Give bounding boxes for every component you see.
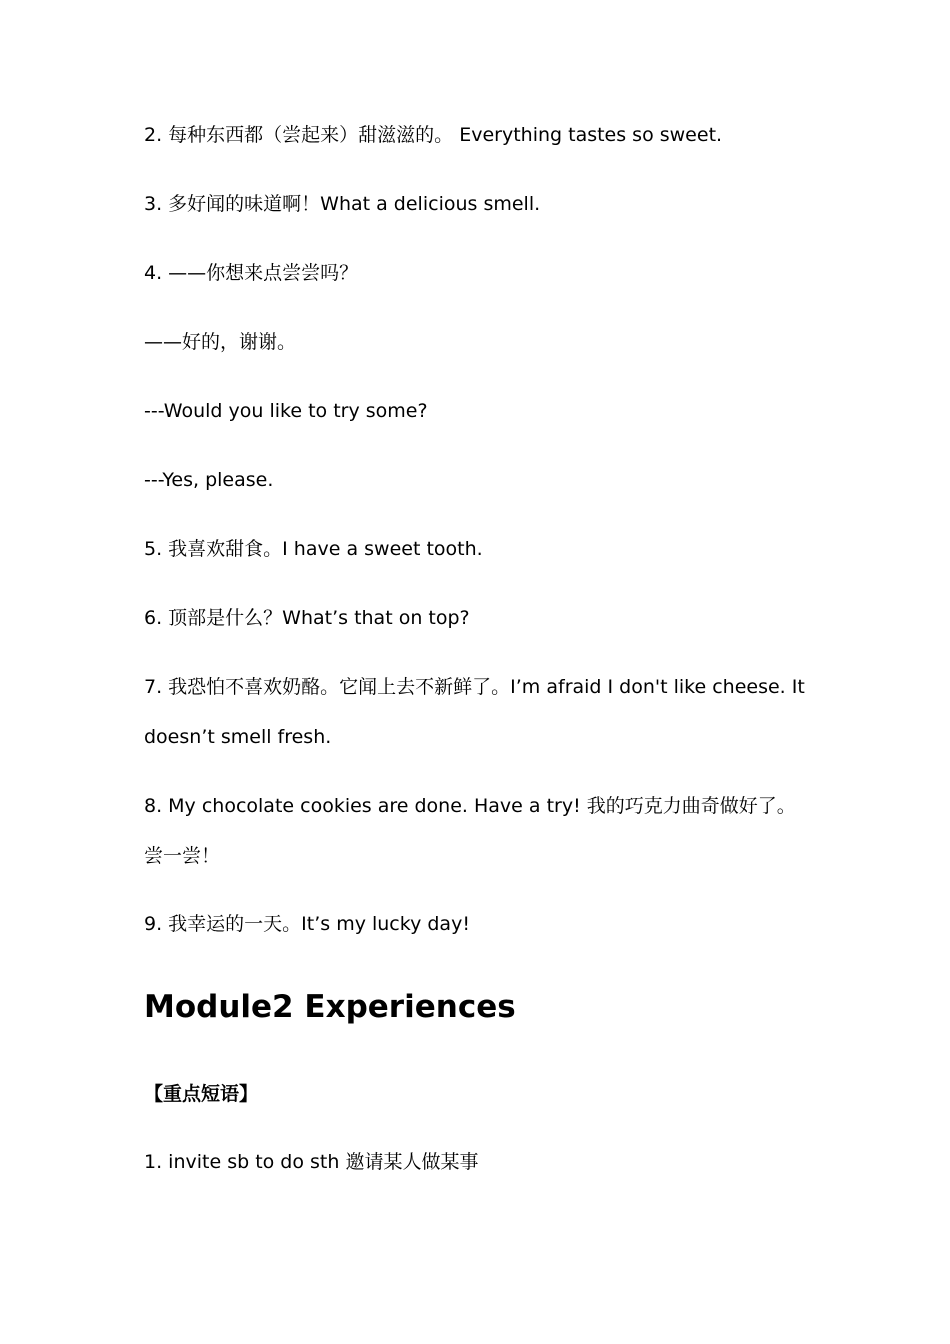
sentence-7: 7. 我恐怕不喜欢奶酪。它闻上去不新鲜了。I’m afraid I don't like cheese. It doesn’t smell fresh. [144, 676, 805, 748]
sentence-4-answer-cn: ——好的，谢谢。 [144, 331, 297, 353]
sentence-6: 6. 顶部是什么？What’s that on top? [144, 607, 470, 629]
sentence-4-question-en: ---Would you like to try some? [144, 400, 428, 422]
sentence-4-answer-en: ---Yes, please. [144, 469, 274, 491]
module-title: Module2 Experiences [144, 989, 516, 1025]
sentence-4-question-cn: 4. ——你想来点尝尝吗？ [144, 262, 359, 284]
sentence-2: 2. 每种东西都（尝起来）甜滋滋的。 Everything tastes so sweet. [144, 124, 723, 146]
phrase-1: 1. invite sb to do sth 邀请某人做某事 [144, 1151, 479, 1173]
sentence-5: 5. 我喜欢甜食。I have a sweet tooth. [144, 538, 483, 560]
sentence-8: 8. My chocolate cookies are done. Have a try! 我的巧克力曲奇做好了。尝一尝！ [144, 795, 796, 867]
section-label: 【重点短语】 [144, 1083, 259, 1105]
sentence-9: 9. 我幸运的一天。It’s my lucky day! [144, 913, 470, 935]
sentence-3: 3. 多好闻的味道啊！What a delicious smell. [144, 193, 541, 215]
